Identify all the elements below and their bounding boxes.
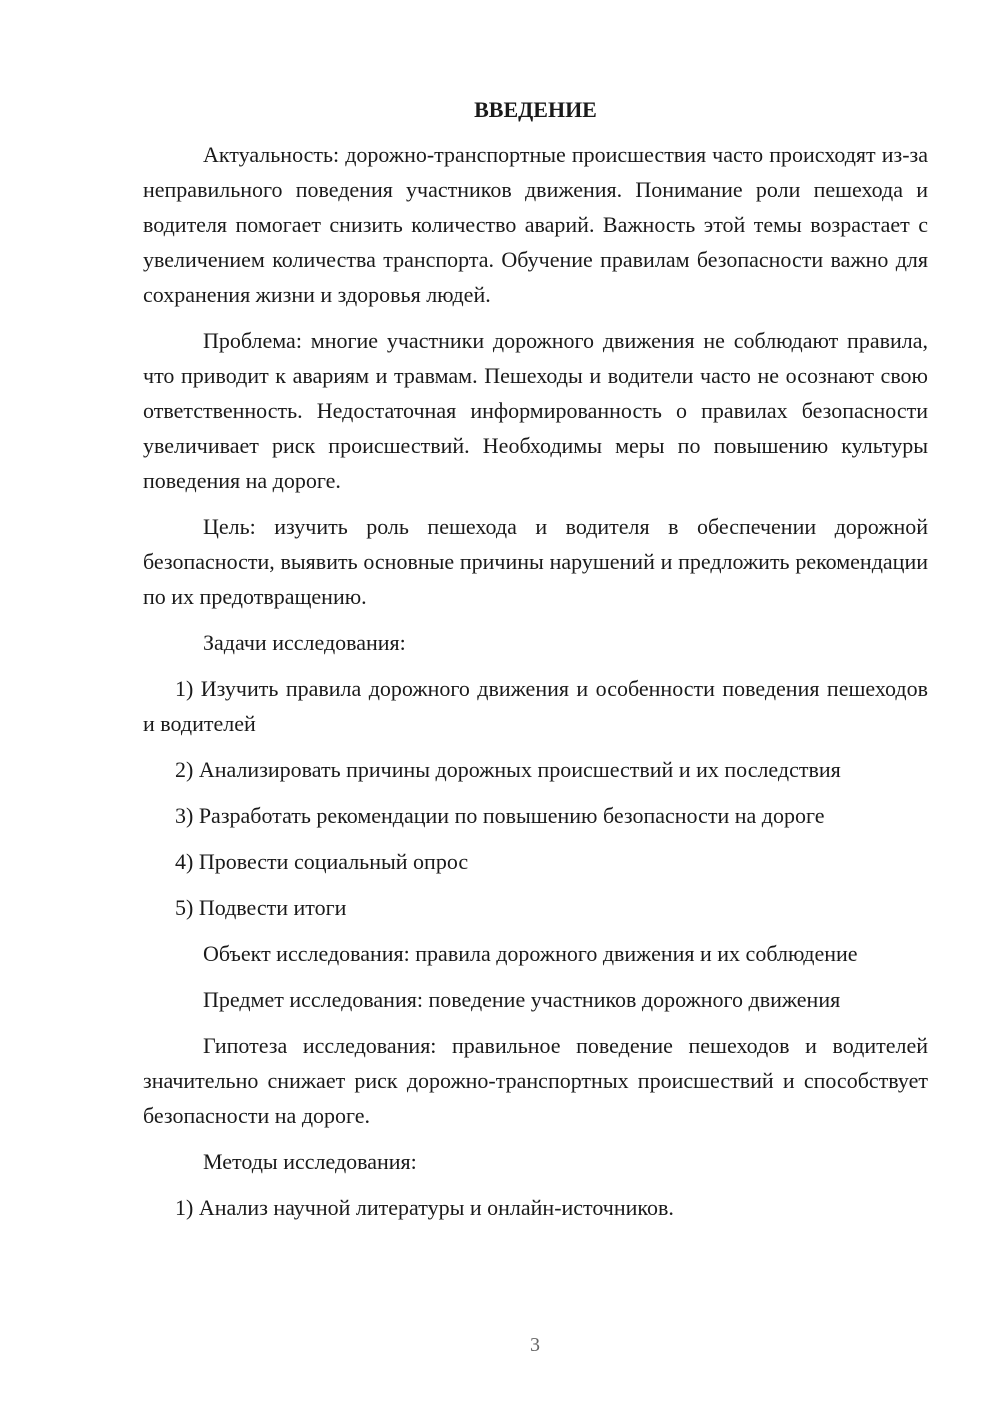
task-item-3: 3) Разработать рекомендации по повышению безопасности на дороге <box>175 803 825 828</box>
document-body <box>143 92 928 1236</box>
section-heading: ВВЕДЕНИЕ <box>474 97 597 122</box>
task-item-2: 2) Анализировать причины дорожных происшествий и их последствия <box>175 757 841 782</box>
paragraph-problem: Проблема: многие участники дорожного движения не соблюдают правила, что приводит к авариям и травмам. Пешеходы и водители часто не осознают свою ответственность. Недостаточная информированность о правилах безопасности увеличивает риск происшествий. Необходимы меры по повышению культуры поведения на дороге. <box>143 328 928 493</box>
paragraph-hypothesis: Гипотеза исследования: правильное поведение пешеходов и водителей значительно снижает риск дорожно-транспортных происшествий и способствует безопасности на дороге. <box>143 1033 928 1128</box>
paragraph-goal: Цель: изучить роль пешехода и водителя в обеспечении дорожной безопасности, выявить основные причины нарушений и предложить рекомендации по их предотвращению. <box>143 514 928 609</box>
methods-label: Методы исследования: <box>203 1149 417 1174</box>
paragraph-object: Объект исследования: правила дорожного движения и их соблюдение <box>203 941 858 966</box>
paragraph-relevance: Актуальность: дорожно-транспортные происшествия часто происходят из-за неправильного поведения участников движения. Понимание роли пешехода и водителя помогает снизить количество аварий. Важность этой темы возрастает с увеличением количества транспорта. Обучение правилам безопасности важно для сохранения жизни и здоровья людей. <box>143 142 928 307</box>
paragraph-subject: Предмет исследования: поведение участников дорожного движения <box>203 987 841 1012</box>
page-number: 3 <box>530 1334 540 1356</box>
tasks-label: Задачи исследования: <box>203 630 406 655</box>
task-item-5: 5) Подвести итоги <box>175 895 347 920</box>
task-item-1: 1) Изучить правила дорожного движения и особенности поведения пешеходов и водителей <box>143 676 928 736</box>
task-item-4: 4) Провести социальный опрос <box>175 849 469 874</box>
method-item-1: 1) Анализ научной литературы и онлайн-источников. <box>175 1195 674 1220</box>
